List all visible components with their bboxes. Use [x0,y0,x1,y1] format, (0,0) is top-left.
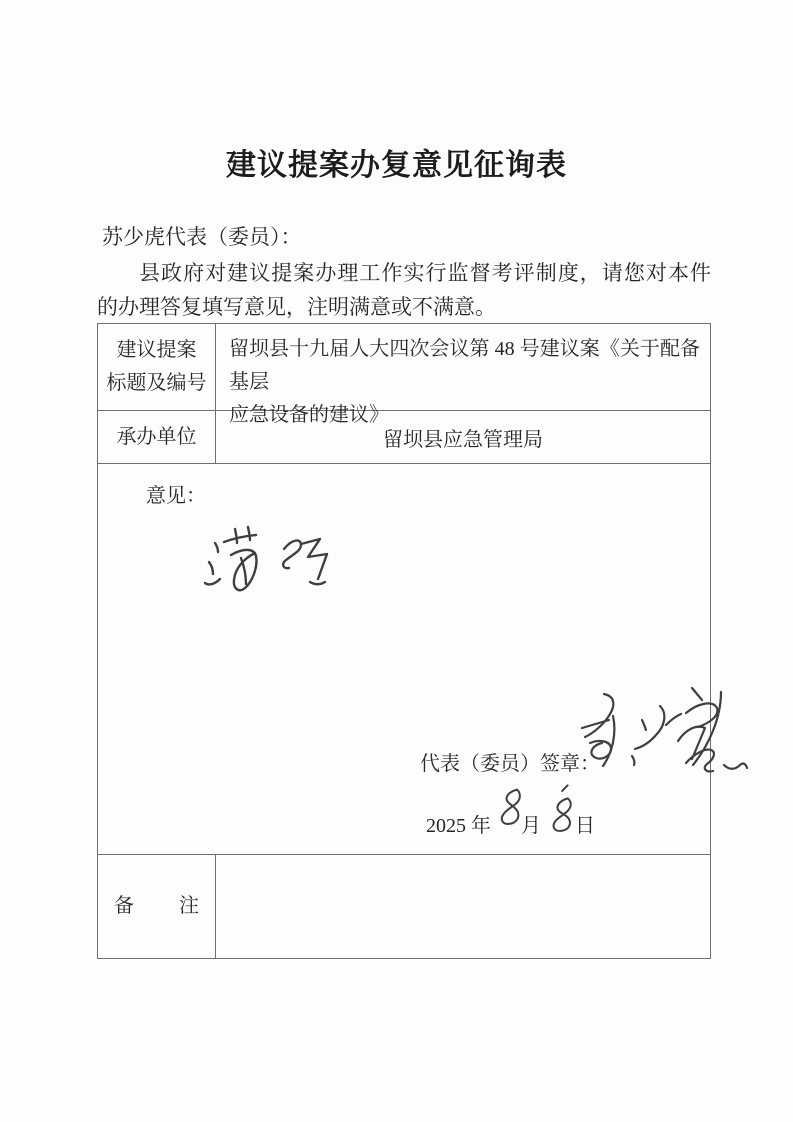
intro-paragraph-line-2: 的办理答复填写意见，注明满意或不满意。 [97,295,496,319]
page-title: 建议提案办复意见征询表 [226,149,567,182]
intro-paragraph-line-1: 县政府对建议提案办理工作实行监督考评制度，请您对本件 [139,261,711,285]
table-row-opinion [98,464,710,855]
handling-agency-label: 承办单位 [116,425,197,448]
proposal-title-value-line-1: 留坝县十九届人大四次会议第 48 号建议案《关于配备基层 [229,338,700,393]
proposal-title-label-line-2: 标题及编号 [106,372,207,394]
signature-label: 代表（委员）签章： [420,753,600,775]
handling-agency-label-cell [98,411,216,463]
date-year-part: 2025 年 [426,815,491,837]
handling-agency-value: 留坝县应急管理局 [383,428,543,451]
handling-agency-value-cell [216,411,710,463]
proposal-title-label-cell [98,324,216,410]
handwritten-day-8 [547,783,576,833]
remarks-value-cell [216,855,710,958]
handwritten-opinion-manyi [198,522,348,617]
signature-handwriting-text [98,464,99,465]
opinion-handwriting-text [98,464,99,465]
proposal-title-label-line-1: 建议提案 [116,339,197,361]
handwritten-signature [574,682,754,787]
proposal-title-value-line-2: 应急设备的建议》 [229,404,389,426]
date-line [426,784,595,838]
remarks-label-char-2: 注 [179,895,199,917]
day-handwriting-text [426,784,427,785]
month-handwriting-text [426,784,427,785]
opinion-label: 意见： [146,485,206,507]
consultation-form-table [97,323,711,959]
date-day-unit: 日 [575,815,595,837]
table-row-handling-agency [98,411,710,464]
table-row-proposal-title [98,324,710,426]
handwritten-month-8 [496,785,525,833]
remarks-label-cell [98,855,216,958]
table-row-remarks [98,855,710,958]
salutation-line: 苏少虎代表（委员）： [102,225,302,249]
date-month-unit: 月 [521,815,541,837]
remarks-label-char-1: 备 [114,895,134,917]
proposal-title-value-cell [216,324,710,426]
